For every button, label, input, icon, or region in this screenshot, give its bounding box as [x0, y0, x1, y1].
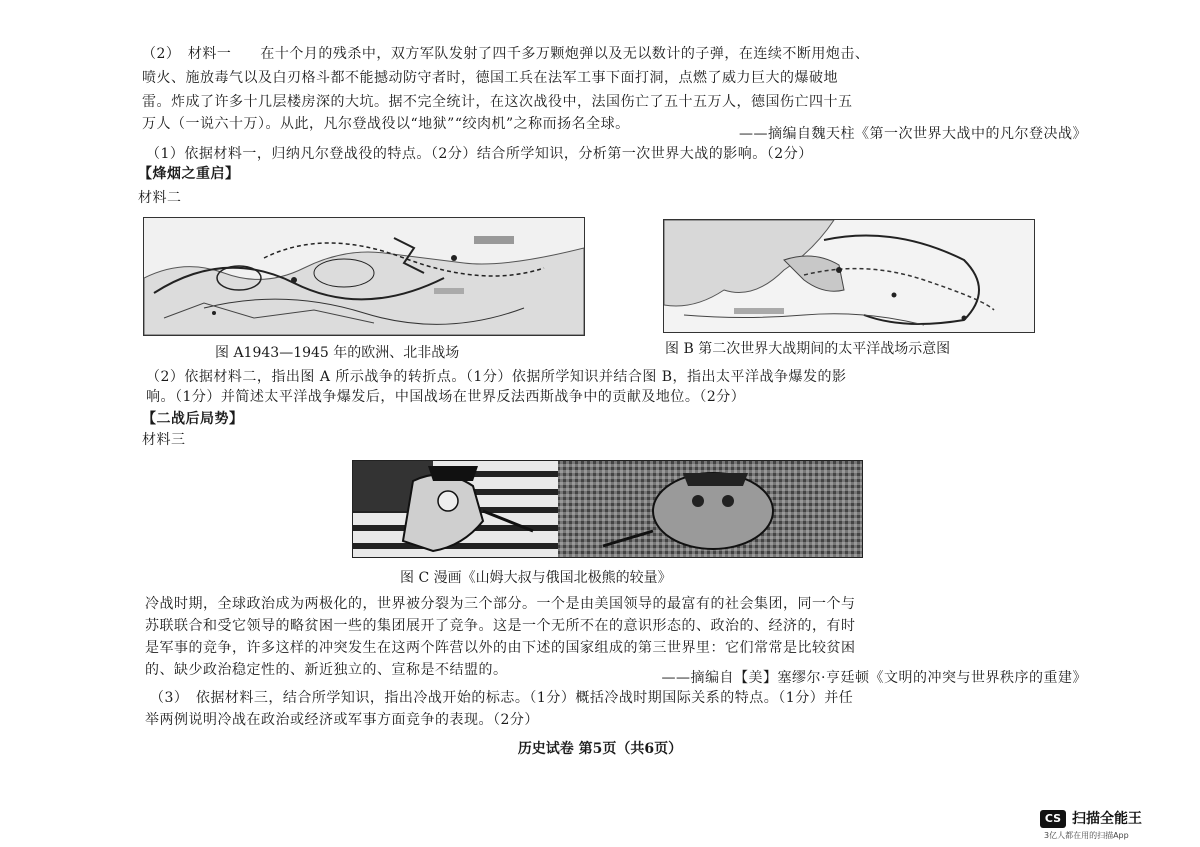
- question1: （1）依据材料一，归纳凡尔登战役的特点。（2分）结合所学知识，分析第一次世界大战的影响。（2分）: [146, 146, 813, 162]
- material3-para-line4: 的、缺少政治稳定性的、新近独立的、宣称是不结盟的。: [145, 662, 508, 678]
- question2-line2: 响。（1分）并简述太平洋战争爆发后，中国战场在世界反法西斯战争中的贡献及地位。（2分）: [146, 389, 746, 405]
- material1-line2: 喷火、施放毒气以及白刃格斗都不能撼动防守者时，德国工兵在法军工事下面打洞，点燃了威力巨大的爆破地: [142, 70, 838, 86]
- map-europe-north-africa: [143, 217, 585, 336]
- figure-c-caption: 图 C 漫画《山姆大叔与俄国北极熊的较量》: [400, 570, 672, 586]
- map-pacific-theater: [663, 219, 1035, 333]
- watermark-tagline: 3亿人都在用的扫描App: [1044, 831, 1129, 840]
- question3-line2: 举两例说明冷战在政治或经济或军事方面竞争的表现。（2分）: [145, 712, 539, 728]
- material2-label: 材料二: [138, 190, 182, 206]
- section3-heading: 【二战后局势】: [142, 411, 244, 427]
- material3-para-line2: 苏联联合和受它领导的略贫困一些的集团展开了竞争。这是一个无所不在的意识形态的、政治的、经济的，有时: [145, 618, 856, 634]
- figure-a-caption: 图 A1943—1945 年的欧洲、北非战场: [215, 345, 460, 361]
- watermark-app-name: 扫描全能王: [1072, 811, 1142, 827]
- material1-line1: （2） 材料一 在十个月的残杀中，双方军队发射了四千多万颗炮弹以及无以数计的子弹，在连续不断用炮击、: [142, 46, 870, 62]
- scanner-watermark: [1040, 808, 1180, 842]
- figure-b-caption: 图 B 第二次世界大战期间的太平洋战场示意图: [665, 341, 951, 357]
- cartoon-uncle-sam-vs-bear: [352, 460, 863, 558]
- question3-line1: （3） 依据材料三，结合所学知识，指出冷战开始的标志。（1分）概括冷战时期国际关系的特点。（1分）并任: [150, 690, 854, 706]
- section2-heading: 【烽烟之重启】: [138, 166, 240, 182]
- material3-para-line1: 冷战时期，全球政治成为两极化的，世界被分裂为三个部分。一个是由美国领导的最富有的社会集团，同一个与: [145, 596, 856, 612]
- material3-para-line3: 是军事的竞争，许多这样的冲突发生在这两个阵营以外的由下述的国家组成的第三世界里：它们常常是比较贫困: [145, 640, 856, 656]
- material1-line3: 雷。炸成了许多十几层楼房深的大坑。据不完全统计，在这次战役中，法国伤亡了五十五万人，德国伤亡四十五: [142, 94, 853, 110]
- material3-source: ——摘编自【美】塞缪尔·亨廷顿《文明的冲突与世界秩序的重建》: [661, 670, 1087, 686]
- material1-line4: 万人（一说六十万）。从此，凡尔登战役以“地狱”“绞肉机”之称而扬名全球。: [142, 116, 630, 132]
- page-footer: 历史试卷 第5页（共6页）: [517, 741, 683, 757]
- cs-logo-icon: CS: [1040, 810, 1066, 828]
- material3-label: 材料三: [142, 432, 186, 448]
- material1-source: ——摘编自魏天柱《第一次世界大战中的凡尔登决战》: [739, 126, 1087, 142]
- question2-line1: （2）依据材料二，指出图 A 所示战争的转折点。（1分）依据所学知识并结合图 B，指出太平洋战争爆发的影: [146, 369, 847, 385]
